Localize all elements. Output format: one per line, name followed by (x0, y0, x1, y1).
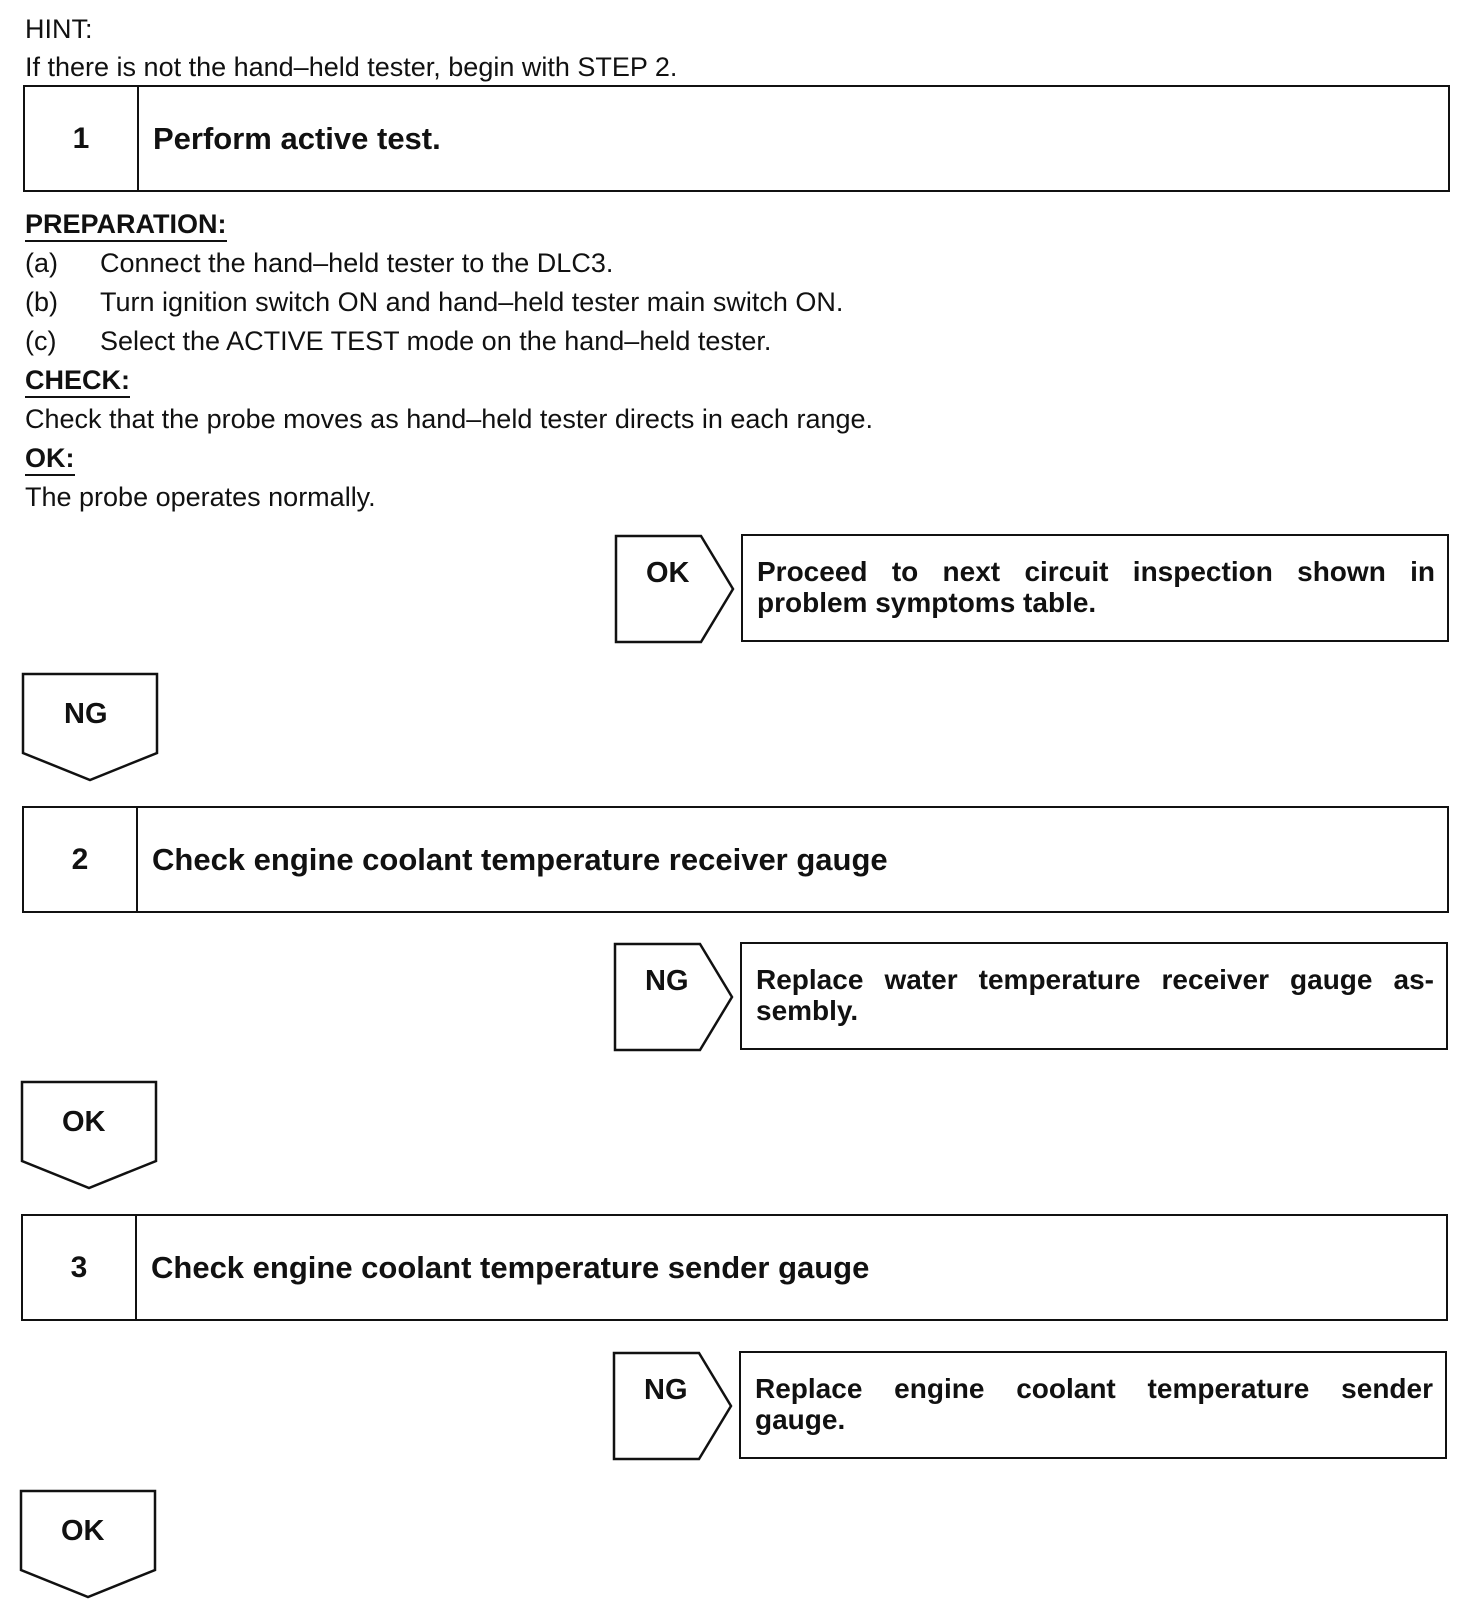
result-1-branch-label: OK (646, 557, 690, 589)
hint-text: If there is not the hand–held tester, begin with STEP 2. (25, 52, 678, 82)
step-2-title: Check engine coolant temperature receiver gauge (152, 841, 888, 877)
check-heading: CHECK: (25, 365, 130, 398)
result-2-branch-label: NG (645, 965, 689, 997)
step-1-title: Perform active test. (153, 120, 441, 156)
preparation-heading: PREPARATION: (25, 209, 227, 242)
result-2-box (740, 942, 1448, 1050)
result-1-box (741, 534, 1449, 642)
result-1-text: Proceed to next circuit inspection shown in problem symptoms table. (757, 556, 1435, 618)
prep-item-key: (c) (25, 326, 57, 356)
step-1-box (23, 85, 1450, 192)
prep-item-c (25, 326, 771, 356)
step-3-box (21, 1214, 1448, 1321)
prep-item-key: (b) (25, 287, 58, 317)
prep-item-a (25, 248, 613, 278)
ok-text: The probe operates normally. (25, 482, 376, 512)
prep-item-b (25, 287, 843, 317)
step-3-number: 3 (23, 1216, 137, 1319)
result-3-text: Replace engine coolant temperature sender gauge. (755, 1373, 1433, 1435)
flow-arrow-2-label: OK (62, 1106, 106, 1138)
step-1-number: 1 (25, 87, 139, 190)
hint-label: HINT: (25, 14, 93, 44)
step-2-number: 2 (24, 808, 138, 911)
result-3-branch-label: NG (644, 1374, 688, 1406)
step-2-box (22, 806, 1449, 913)
step-3-title: Check engine coolant temperature sender gauge (151, 1249, 870, 1285)
flow-arrow-3-label: OK (61, 1515, 105, 1547)
prep-item-text: Turn ignition switch ON and hand–held tester main switch ON. (100, 287, 844, 317)
prep-item-text: Select the ACTIVE TEST mode on the hand–held tester. (100, 326, 772, 356)
check-text: Check that the probe moves as hand–held tester directs in each range. (25, 404, 874, 434)
prep-item-text: Connect the hand–held tester to the DLC3. (100, 248, 614, 278)
result-2-text: Replace water temperature receiver gauge as-sembly. (756, 964, 1434, 1026)
prep-item-key: (a) (25, 248, 58, 278)
result-3-box (739, 1351, 1447, 1459)
ok-heading: OK: (25, 443, 75, 476)
flow-arrow-1-label: NG (64, 698, 108, 730)
